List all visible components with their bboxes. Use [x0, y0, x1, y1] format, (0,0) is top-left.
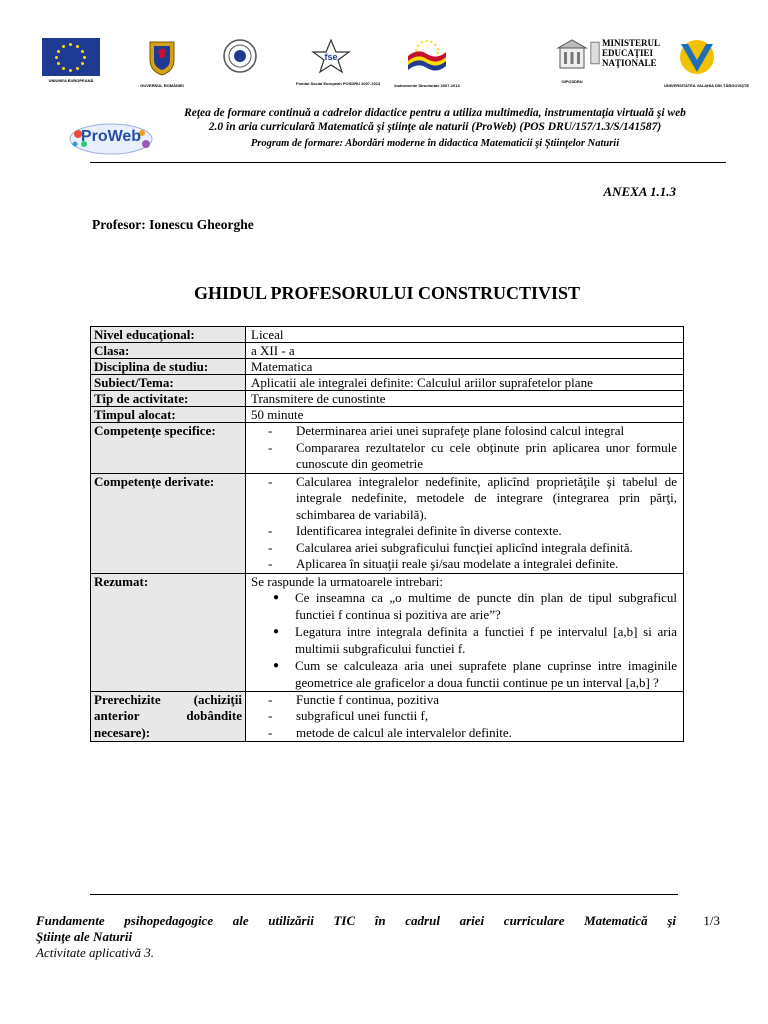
- list-item: - metode de calcul ale intervalelor definite.: [268, 724, 512, 740]
- footer-line-2: Ştiinţe ale Naturii: [36, 929, 133, 944]
- row-value: Aplicatii ale integralei definite: Calculul ariilor suprafetelor plane: [246, 375, 684, 391]
- list-item: - Compararea rezultatelor cu cele obţinute prin aplicarea unor formule cunoscute din geometrie: [268, 439, 677, 471]
- list-item: - Calcularea ariei subgraficului funcţiei aplicînd integrala definită.: [268, 539, 633, 555]
- university-v-icon: [675, 38, 719, 76]
- rezumat-list: [251, 589, 677, 691]
- eu-flag-icon: [42, 38, 100, 76]
- logo-strip: [40, 38, 750, 98]
- row-label: Nivel educaţional:: [91, 327, 246, 343]
- ministry-emblem-icon: [590, 38, 600, 68]
- competente-specifice-list: [251, 423, 677, 473]
- proweb-text: ProWeb: [80, 128, 142, 145]
- row-label: Timpul alocat:: [91, 407, 246, 423]
- row-label: Competenţe specifice:: [91, 423, 246, 474]
- table-row: [91, 473, 684, 573]
- header-line-2: 2.0 în aria curriculară Matematică şi ştiinţe ale naturii (ProWeb) (POS DRU/157/1.3/S/141587): [208, 121, 662, 133]
- eu-logo: UNIUNEA EUROPEANĂ: [40, 38, 102, 83]
- list-item: - subgraficul unei functii f,: [268, 708, 429, 723]
- row-label: Clasa:: [91, 343, 246, 359]
- list-item: - Calcularea integralelor nedefinite, aplicînd proprietăţile şi tabelul de integrale nedefinite, metodele de integrare (integrarea prin părţi, schimbarea de variabilă).: [268, 473, 677, 522]
- table-row: [91, 691, 684, 742]
- table-row: [91, 573, 684, 691]
- document-title: GHIDUL PROFESORULUI CONSTRUCTIVIST: [193, 283, 581, 303]
- footer-line-1: Fundamente psihopedagogice ale utilizării TIC în cadrul ariei curriculare Matematică şi: [36, 913, 676, 928]
- svg-text:fse: fse: [324, 52, 338, 62]
- lesson-table: [90, 326, 684, 742]
- profesor-name: Profesor: Ionescu Gheorghe: [92, 217, 254, 232]
- row-label: Tip de activitate:: [91, 391, 246, 407]
- competente-derivate-list: [251, 474, 677, 573]
- row-value: Matematica: [246, 359, 684, 375]
- row-value: a XII - a: [246, 343, 684, 359]
- row-value: Transmitere de cunostinte: [246, 391, 684, 407]
- government-logo: GUVERNUL ROMÂNIEI: [136, 38, 188, 88]
- header-divider: [90, 162, 726, 163]
- list-item: - Determinarea ariei unei suprafeţe plane folosind calcul integral: [268, 423, 625, 438]
- instrumente-structurale-logo: Instrumente Structurale 2007-2013: [390, 38, 464, 88]
- table-row: [91, 407, 684, 423]
- oiposdru-logo: OIPOSDRU: [550, 38, 594, 84]
- fse-star-icon: [308, 38, 354, 74]
- list-item: - Identificarea integralei definite în diverse contexte.: [268, 523, 562, 538]
- fse-logo: fse Fondul Social European POSDRU 2007-2013: [296, 38, 366, 86]
- row-label: Disciplina de studiu:: [91, 359, 246, 375]
- ministry-line: EDUCAŢIEI: [601, 48, 653, 58]
- seal-logo: [220, 38, 260, 79]
- university-logo: UNIVERSITATEA VALAHIA DIN TÂRGOVIŞTE: [664, 38, 730, 88]
- flag-wave-icon: [402, 38, 452, 76]
- list-item: - Functie f continua, pozitiva: [268, 691, 439, 707]
- table-row: [91, 375, 684, 391]
- row-value: Liceal: [246, 327, 684, 343]
- table-row: [91, 327, 684, 343]
- rezumat-intro: Se raspunde la urmatoarele intrebari:: [251, 573, 444, 589]
- ministry-line: NAŢIONALE: [601, 58, 657, 68]
- building-icon: [556, 38, 588, 72]
- page-number: 1/3: [703, 913, 720, 928]
- table-row: [91, 391, 684, 407]
- ministry-logo: [590, 38, 660, 68]
- footer: [36, 913, 676, 961]
- anexa-label: ANEXA 1.1.3: [603, 184, 676, 199]
- table-row: [91, 343, 684, 359]
- ministry-line: MINISTERUL: [601, 38, 660, 48]
- list-item: ● Cum se calculeaza aria unei suprafete plane cuprinse intre imaginile geometrice ale graficelor a doua functii continue pe un interval [a,b] ?: [273, 657, 677, 690]
- list-item: - Aplicarea în situaţii reale şi/sau modelate a integralei definite.: [268, 556, 619, 571]
- header-line-1: Reţea de formare continuă a cadrelor didactice pentru a utiliza multimedia, instrumentaţia virtuală şi web: [184, 107, 686, 119]
- program-line: Program de formare: Abordări moderne în didactica Matematicii şi Ştiinţelor Naturii: [250, 138, 620, 149]
- coat-of-arms-icon: [147, 38, 177, 76]
- row-label: Prerechizite (achiziţii anterior dobândite necesare):: [91, 691, 246, 742]
- project-header: [140, 106, 730, 151]
- footer-divider: [90, 894, 678, 895]
- prerechizite-list: [251, 692, 677, 742]
- row-label: Subiect/Tema:: [91, 375, 246, 391]
- list-item: ● Legatura intre integrala definita a functiei f pe intervalul [a,b] si aria multimii subgraficului functiei f.: [273, 623, 677, 656]
- table-row: [91, 359, 684, 375]
- table-row: [91, 423, 684, 474]
- footer-line-3: Activitate aplicativă 3.: [36, 945, 155, 960]
- row-label: Rezumat:: [91, 573, 246, 691]
- row-value: 50 minute: [246, 407, 684, 423]
- row-label: Competenţe derivate:: [91, 473, 246, 573]
- seal-icon: [222, 38, 258, 74]
- list-item: ● Ce inseamna ca „o multime de puncte din plan de tipul subgraficul functiei f continua si pozitiva are arie”?: [273, 589, 677, 622]
